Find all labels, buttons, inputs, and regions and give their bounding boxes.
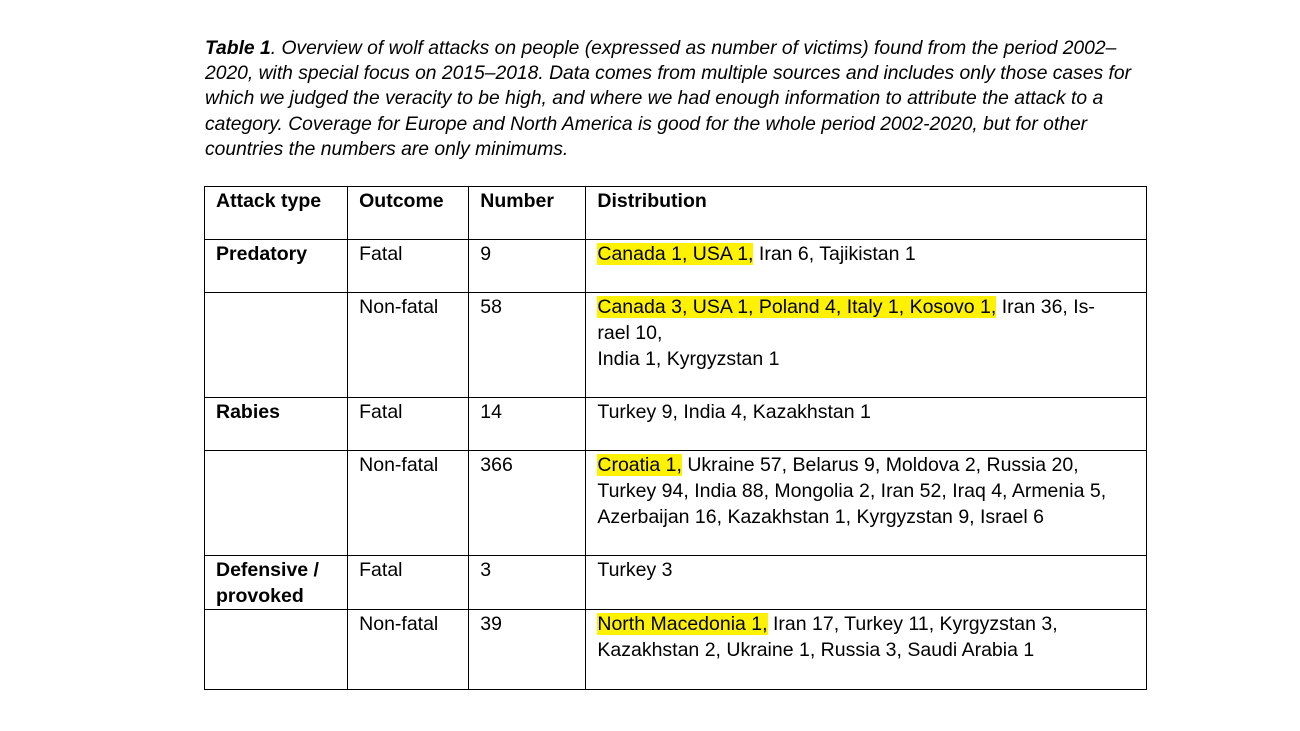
number-cell: 58 (469, 293, 586, 398)
number-cell: 366 (469, 451, 586, 556)
outcome-cell: Fatal (348, 398, 469, 451)
wolf-attacks-table (204, 186, 1147, 690)
distribution-text: Iran 6, Tajikistan 1 (753, 243, 916, 265)
distribution-cell (586, 610, 1147, 690)
table-row (205, 451, 1147, 556)
distribution-text-line2: rael 10, (597, 322, 663, 344)
header-attack-type: Attack type (205, 187, 348, 240)
distribution-cell (586, 398, 1147, 451)
number-cell: 3 (469, 556, 586, 610)
table-row (205, 293, 1147, 398)
highlighted-text: North Macedonia 1, (597, 613, 768, 635)
table-row (205, 240, 1147, 293)
distribution-text-line3: India 1, Kyrgyzstan 1 (597, 348, 780, 370)
table-row (205, 398, 1147, 451)
attack-type-cell: Predatory (205, 240, 348, 293)
distribution-text: Turkey 3 (597, 559, 673, 581)
header-distribution: Distribution (586, 187, 1147, 240)
number-cell: 14 (469, 398, 586, 451)
distribution-text: Iran 17, Turkey 11, Kyrgyzstan 3, Kazakhstan 2, Ukraine 1, Russia 3, Saudi Arabia 1 (597, 613, 1058, 661)
attack-type-cell (205, 451, 348, 556)
highlighted-text: Canada 1, USA 1, (597, 243, 754, 265)
caption-label: Table 1 (205, 38, 271, 59)
number-cell: 39 (469, 610, 586, 690)
distribution-text: Ukraine 57, Belarus 9, Moldova 2, Russia 20, Turkey 94, India 88, Mongolia 2, Iran 52, Iraq 4, Armenia 5, Azerbaijan 16, Kazakhstan 1, Kyrgyzstan 9, Israel 6 (597, 454, 1107, 528)
number-cell: 9 (469, 240, 586, 293)
header-number: Number (469, 187, 586, 240)
table-row (205, 610, 1147, 690)
highlighted-text: Canada 3, USA 1, Poland 4, Italy 1, Kosovo 1, (597, 296, 997, 318)
attack-type-cell: Defensive / provoked (205, 556, 348, 610)
distribution-cell (586, 240, 1147, 293)
outcome-cell: Non-fatal (348, 293, 469, 398)
outcome-cell: Fatal (348, 556, 469, 610)
distribution-cell (586, 451, 1147, 556)
header-outcome: Outcome (348, 187, 469, 240)
outcome-cell: Fatal (348, 240, 469, 293)
attack-type-cell (205, 293, 348, 398)
outcome-cell: Non-fatal (348, 610, 469, 690)
table-row (205, 556, 1147, 610)
attack-type-cell: Rabies (205, 398, 348, 451)
distribution-cell (586, 556, 1147, 610)
distribution-text: Iran 36, Is- (996, 296, 1095, 318)
table-caption (205, 36, 1135, 162)
outcome-cell: Non-fatal (348, 451, 469, 556)
highlighted-text: Croatia 1, (597, 454, 682, 476)
distribution-cell (586, 293, 1147, 398)
attack-type-cell (205, 610, 348, 690)
distribution-text: Turkey 9, India 4, Kazakhstan 1 (597, 401, 871, 423)
caption-text: . Overview of wolf attacks on people (expressed as number of victims) found from the period 2002–2020, with special focus on 2015–2018. Data comes from multiple sources and includes only those cases for which we judged the veracity to be high, and where we had enough information to attribute the attack to a category. Coverage for Europe and North America is good for the whole period 2002-2020, but for other countries the numbers are only minimums. (205, 38, 1132, 160)
table-header-row (205, 187, 1147, 240)
